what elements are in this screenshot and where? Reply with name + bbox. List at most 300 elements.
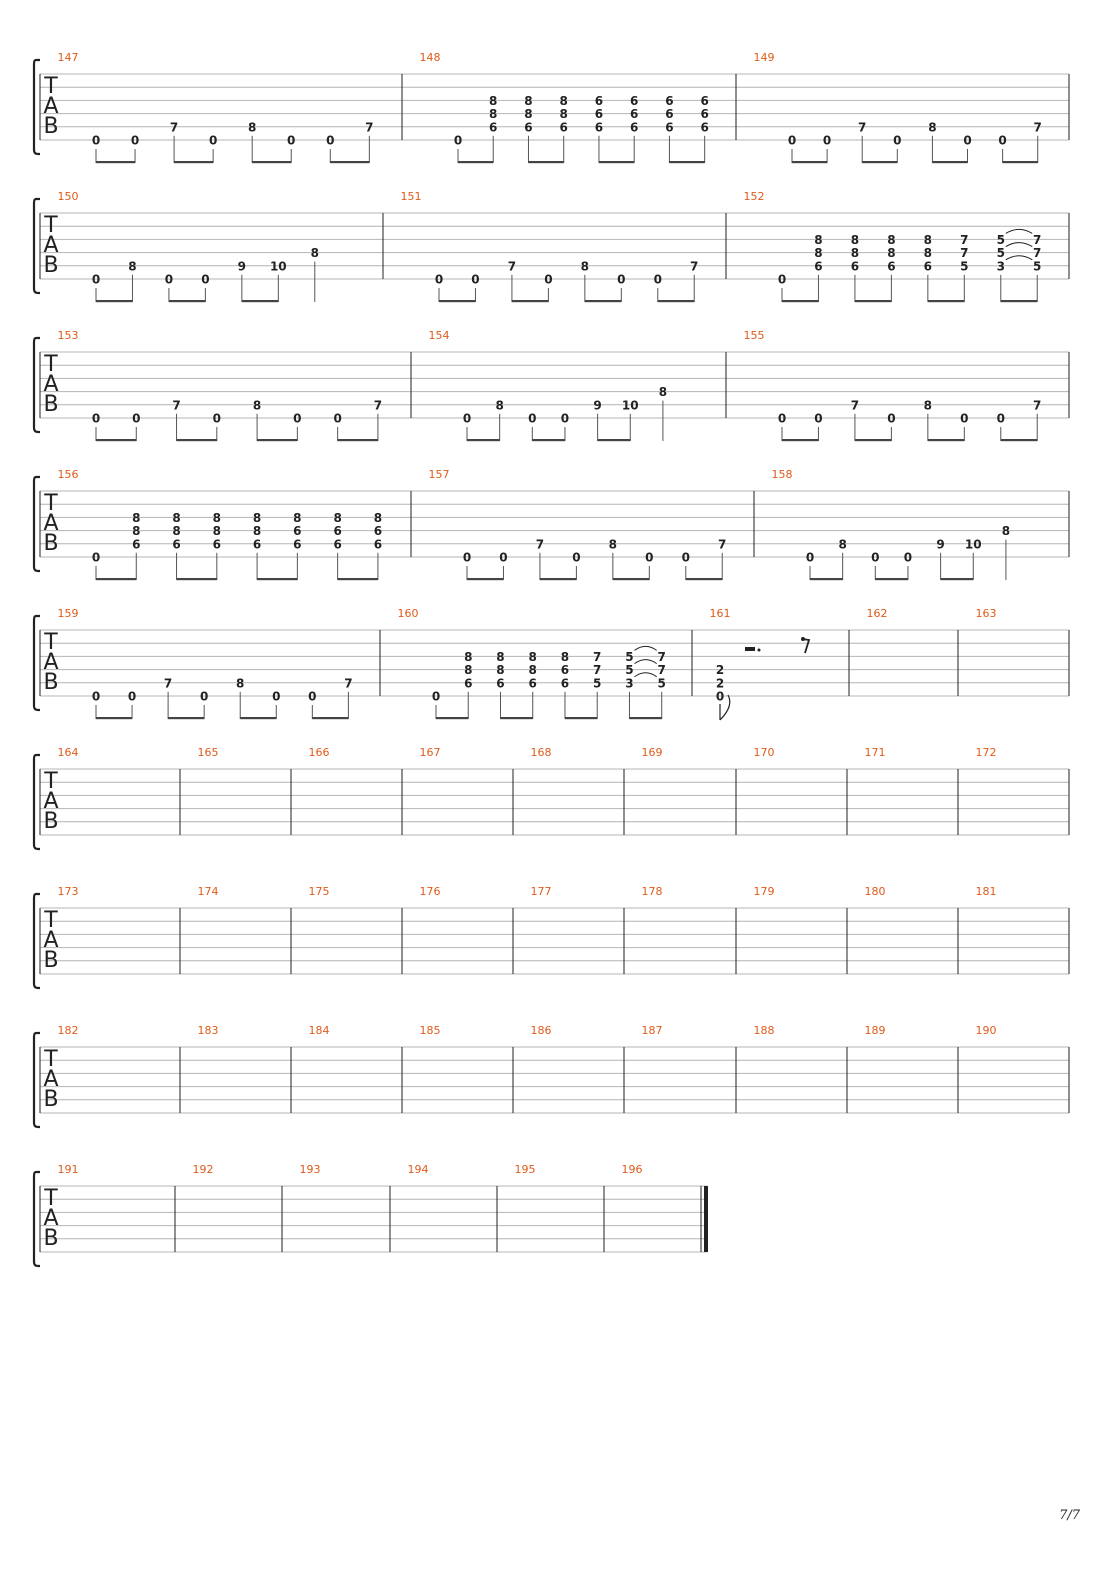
- note-beam: [599, 161, 634, 163]
- measure-number: 158: [771, 468, 793, 481]
- system-bracket: [34, 894, 40, 988]
- fret-number: 8: [128, 259, 137, 274]
- measure-number: 191: [57, 1163, 79, 1176]
- fret-number: 6: [700, 107, 709, 122]
- measure-number: 151: [400, 190, 422, 203]
- fret-number: 6: [665, 120, 674, 135]
- fret-number: 6: [665, 107, 674, 122]
- fret-number: 10: [269, 259, 287, 274]
- page-number: 7/7: [1059, 1508, 1080, 1523]
- note-beam: [467, 439, 500, 441]
- fret-number: 0: [572, 550, 581, 565]
- fret-number: 0: [127, 689, 137, 704]
- fret-number: 0: [91, 133, 101, 148]
- fret-number: 0: [462, 550, 472, 565]
- system-bracket: [34, 1033, 40, 1127]
- fret-number: 0: [681, 550, 690, 565]
- fret-number: 8: [1001, 524, 1011, 539]
- fret-number: 6: [923, 259, 933, 274]
- note-beam: [875, 578, 908, 580]
- fret-number: 0: [787, 133, 797, 148]
- slur: [1006, 229, 1032, 233]
- measure-number: 176: [419, 885, 441, 898]
- fret-number: 0: [201, 272, 210, 287]
- fret-number: 0: [715, 689, 725, 704]
- tab-clef-letter: B: [43, 1087, 59, 1112]
- measure-number: 174: [197, 885, 219, 898]
- fret-number: 8: [236, 676, 245, 691]
- fret-number: 0: [453, 133, 463, 148]
- note-beam: [792, 161, 827, 163]
- note-beam: [855, 300, 891, 302]
- measure-number: 180: [864, 885, 886, 898]
- fret-number: 0: [471, 272, 480, 287]
- note-beam: [855, 439, 891, 441]
- fret-number: 5: [996, 232, 1005, 247]
- rest-dot: [758, 649, 761, 652]
- note-beam: [96, 578, 136, 580]
- fret-number: 8: [928, 120, 937, 135]
- tab-system: [34, 190, 1069, 302]
- fret-number: 7: [507, 259, 517, 274]
- fret-number: 7: [1033, 232, 1042, 247]
- fret-number: 9: [593, 398, 602, 413]
- measure-number: 173: [57, 885, 79, 898]
- note-beam: [932, 161, 967, 163]
- tab-clef-letter: B: [43, 253, 59, 278]
- fret-number: 2: [715, 676, 725, 691]
- fret-number: 8: [528, 663, 537, 678]
- tab-clef-letter: B: [43, 531, 59, 556]
- fret-number: 10: [621, 398, 639, 413]
- fret-number: 0: [887, 411, 896, 426]
- tab-clef-letter: A: [43, 650, 59, 675]
- measure-number: 154: [428, 329, 450, 342]
- measure-number: 175: [308, 885, 330, 898]
- fret-number: 6: [560, 663, 570, 678]
- note-beam: [312, 717, 348, 719]
- system-bracket: [34, 199, 40, 293]
- measure-number: 188: [753, 1024, 775, 1037]
- fret-number: 8: [850, 232, 860, 247]
- measure-number: 153: [57, 329, 79, 342]
- tab-clef-letter: B: [43, 1226, 59, 1251]
- fret-number: 6: [850, 259, 860, 274]
- fret-number: 6: [630, 120, 639, 135]
- measure-number: 161: [709, 607, 731, 620]
- measure-number: 170: [753, 746, 775, 759]
- fret-number: 7: [858, 120, 867, 135]
- fret-number: 0: [499, 550, 508, 565]
- measure-number: 194: [407, 1163, 429, 1176]
- slur: [634, 660, 656, 664]
- fret-number: 0: [805, 550, 815, 565]
- fret-number: 7: [850, 398, 860, 413]
- fret-number: 7: [535, 537, 545, 552]
- slur: [1006, 243, 1032, 247]
- measure-number: 182: [57, 1024, 79, 1037]
- fret-number: 0: [462, 411, 472, 426]
- tab-clef-letter: T: [44, 1047, 58, 1072]
- fret-number: 0: [91, 550, 101, 565]
- fret-number: 0: [132, 411, 141, 426]
- fret-number: 6: [333, 537, 342, 552]
- fret-number: 0: [777, 411, 787, 426]
- note-beam: [96, 439, 136, 441]
- fret-number: 8: [560, 649, 570, 664]
- tab-clef-letter: B: [43, 809, 59, 834]
- fret-number: 8: [608, 537, 618, 552]
- fret-number: 0: [333, 411, 342, 426]
- tab-system: [34, 1024, 1069, 1127]
- fret-number: 7: [657, 649, 666, 664]
- fret-number: 6: [560, 676, 570, 691]
- fret-number: 8: [212, 510, 221, 525]
- fret-number: 0: [544, 272, 553, 287]
- fret-number: 6: [594, 120, 604, 135]
- fret-number: 0: [272, 689, 281, 704]
- note-beam: [500, 717, 532, 719]
- fret-number: 0: [91, 272, 101, 287]
- measure-number: 164: [57, 746, 79, 759]
- fret-number: 8: [923, 232, 933, 247]
- tab-clef-letter: T: [44, 491, 58, 516]
- fret-number: 7: [169, 120, 179, 135]
- fret-number: 6: [524, 120, 533, 135]
- note-beam: [257, 578, 297, 580]
- tab-clef-letter: A: [43, 94, 59, 119]
- note-beam: [810, 578, 843, 580]
- fret-number: 8: [814, 232, 823, 247]
- fret-number: 6: [700, 93, 709, 108]
- fret-number: 6: [630, 107, 639, 122]
- fret-number: 6: [172, 537, 181, 552]
- fret-number: 7: [718, 537, 727, 552]
- fret-number: 10: [964, 537, 982, 552]
- tab-clef-letter: B: [43, 670, 59, 695]
- fret-number: 0: [963, 133, 972, 148]
- fret-number: 8: [559, 107, 568, 122]
- fret-number: 8: [252, 398, 262, 413]
- fret-number: 3: [625, 676, 634, 691]
- note-beam: [439, 300, 475, 302]
- fret-number: 0: [91, 689, 101, 704]
- fret-number: 8: [814, 246, 823, 261]
- measure-number: 167: [419, 746, 441, 759]
- note-beam: [532, 439, 565, 441]
- note-beam: [242, 300, 278, 302]
- fret-number: 7: [657, 663, 666, 678]
- tab-clef-letter: A: [43, 1206, 59, 1231]
- fret-number: 7: [1033, 398, 1042, 413]
- fret-number: 6: [594, 93, 604, 108]
- tab-clef-letter: A: [43, 789, 59, 814]
- fret-number: 8: [489, 93, 498, 108]
- fret-number: 0: [287, 133, 296, 148]
- fret-number: 6: [293, 524, 302, 539]
- measure-number: 184: [308, 1024, 330, 1037]
- tab-clef-letter: T: [44, 630, 58, 655]
- tab-clef-letter: A: [43, 233, 59, 258]
- system-bracket: [34, 1172, 40, 1266]
- fret-number: 7: [365, 120, 374, 135]
- slur: [634, 646, 656, 650]
- note-beam: [168, 717, 204, 719]
- measure-number: 190: [975, 1024, 997, 1037]
- fret-number: 0: [822, 133, 832, 148]
- fret-number: 5: [1033, 259, 1042, 274]
- measure-number: 187: [641, 1024, 663, 1037]
- fret-number: 0: [164, 272, 174, 287]
- fret-number: 6: [252, 537, 262, 552]
- fret-number: 6: [559, 120, 568, 135]
- tab-system: [34, 885, 1069, 988]
- tab-system: [34, 1163, 708, 1266]
- fret-number: 0: [91, 411, 101, 426]
- measure-number: 152: [743, 190, 765, 203]
- fret-number: 7: [593, 649, 602, 664]
- fret-number: 0: [871, 550, 880, 565]
- fret-number: 8: [850, 246, 860, 261]
- note-beam: [257, 439, 297, 441]
- fret-number: 0: [293, 411, 302, 426]
- fret-number: 0: [814, 411, 823, 426]
- note-beam: [1001, 439, 1037, 441]
- fret-number: 8: [887, 246, 896, 261]
- note-beam: [177, 578, 217, 580]
- note-beam: [96, 300, 132, 302]
- note-beam: [330, 161, 369, 163]
- fret-number: 8: [489, 107, 498, 122]
- note-beam: [458, 161, 493, 163]
- fret-number: 6: [528, 676, 537, 691]
- measure-number: 148: [419, 51, 441, 64]
- fret-number: 0: [208, 133, 218, 148]
- fret-number: 7: [593, 663, 602, 678]
- tab-system: [34, 329, 1069, 441]
- measure-number: 183: [197, 1024, 219, 1037]
- fret-number: 7: [172, 398, 181, 413]
- system-bracket: [34, 60, 40, 154]
- fret-number: 7: [960, 232, 969, 247]
- tab-system: [34, 607, 1069, 720]
- fret-number: 7: [344, 676, 353, 691]
- fret-number: 0: [903, 550, 913, 565]
- fret-number: 6: [496, 676, 505, 691]
- fret-number: 7: [373, 398, 383, 413]
- fret-number: 8: [252, 510, 262, 525]
- measure-number: 195: [514, 1163, 536, 1176]
- fret-number: 0: [212, 411, 221, 426]
- fret-number: 8: [333, 510, 342, 525]
- fret-number: 8: [172, 510, 181, 525]
- fret-number: 8: [172, 524, 181, 539]
- note-beam: [169, 300, 205, 302]
- note-beam: [528, 161, 563, 163]
- fret-number: 0: [645, 550, 654, 565]
- measure-number: 171: [864, 746, 886, 759]
- final-barline: [704, 1186, 708, 1252]
- fret-number: 8: [252, 524, 262, 539]
- note-beam: [862, 161, 897, 163]
- note-beam: [1003, 161, 1038, 163]
- fret-number: 6: [700, 120, 709, 135]
- fret-number: 0: [653, 272, 662, 287]
- fret-number: 5: [625, 663, 634, 678]
- tab-clef-letter: B: [43, 392, 59, 417]
- measure-number: 155: [743, 329, 765, 342]
- tab-clef-letter: B: [43, 114, 59, 139]
- fret-number: 8: [132, 524, 141, 539]
- slur: [634, 673, 656, 677]
- measure-number: 169: [641, 746, 663, 759]
- tab-clef-letter: A: [43, 928, 59, 953]
- measure-number: 189: [864, 1024, 886, 1037]
- tab-clef-letter: T: [44, 74, 58, 99]
- fret-number: 0: [434, 272, 444, 287]
- note-beam: [174, 161, 213, 163]
- fret-number: 0: [308, 689, 317, 704]
- measure-number: 168: [530, 746, 552, 759]
- system-bracket: [34, 616, 40, 710]
- tab-clef-letter: A: [43, 1067, 59, 1092]
- fret-number: 8: [528, 649, 537, 664]
- fret-number: 6: [333, 524, 342, 539]
- note-beam: [96, 717, 132, 719]
- fret-number: 9: [237, 259, 247, 274]
- measure-number: 178: [641, 885, 663, 898]
- measure-number: 147: [57, 51, 79, 64]
- measure-number: 163: [975, 607, 997, 620]
- tab-clef-letter: T: [44, 213, 58, 238]
- fret-number: 0: [528, 411, 537, 426]
- fret-number: 5: [960, 259, 969, 274]
- measure-number: 192: [192, 1163, 214, 1176]
- fret-number: 8: [464, 663, 473, 678]
- eighth-rest: [802, 639, 809, 653]
- note-beam: [669, 161, 704, 163]
- note-beam: [338, 439, 378, 441]
- measure-number: 149: [753, 51, 775, 64]
- tab-system: [34, 51, 1069, 163]
- tab-clef-letter: T: [44, 769, 58, 794]
- tab-system: [34, 468, 1069, 580]
- measure-number: 160: [397, 607, 419, 620]
- note-beam: [686, 578, 722, 580]
- note-beam: [598, 439, 631, 441]
- fret-number: 0: [996, 411, 1005, 426]
- fret-number: 0: [326, 133, 335, 148]
- measure-number: 165: [197, 746, 219, 759]
- measure-number: 193: [299, 1163, 321, 1176]
- note-beam: [658, 300, 694, 302]
- fret-number: 6: [489, 120, 498, 135]
- fret-number: 7: [690, 259, 699, 274]
- measure-number: 172: [975, 746, 997, 759]
- fret-number: 8: [923, 398, 933, 413]
- measure-number: 186: [530, 1024, 552, 1037]
- fret-number: 6: [814, 259, 823, 274]
- fret-number: 6: [464, 676, 473, 691]
- tab-clef-letter: T: [44, 1186, 58, 1211]
- fret-number: 6: [594, 107, 604, 122]
- half-rest: [745, 647, 755, 651]
- note-beam: [565, 717, 597, 719]
- measure-number: 159: [57, 607, 79, 620]
- fret-number: 8: [212, 524, 221, 539]
- fret-number: 9: [936, 537, 945, 552]
- fret-number: 0: [431, 689, 441, 704]
- fret-number: 8: [496, 649, 505, 664]
- fret-number: 5: [996, 246, 1005, 261]
- system-bracket: [34, 477, 40, 571]
- fret-number: 6: [293, 537, 302, 552]
- fret-number: 8: [524, 93, 533, 108]
- fret-number: 0: [998, 133, 1007, 148]
- fret-number: 8: [658, 385, 668, 400]
- note-beam: [782, 300, 818, 302]
- fret-number: 6: [212, 537, 221, 552]
- tab-system: [34, 746, 1069, 849]
- measure-number: 157: [428, 468, 450, 481]
- fret-number: 6: [132, 537, 141, 552]
- fret-number: 6: [373, 537, 383, 552]
- fret-number: 0: [560, 411, 570, 426]
- tab-clef-letter: B: [43, 948, 59, 973]
- fret-number: 8: [310, 246, 319, 261]
- note-beam: [928, 439, 964, 441]
- fret-number: 6: [887, 259, 896, 274]
- note-beam: [338, 578, 378, 580]
- fret-number: 8: [293, 510, 302, 525]
- measure-number: 162: [866, 607, 888, 620]
- measure-number: 181: [975, 885, 997, 898]
- fret-number: 8: [887, 232, 896, 247]
- fret-number: 8: [132, 510, 141, 525]
- fret-number: 7: [1033, 246, 1042, 261]
- fret-number: 5: [593, 676, 602, 691]
- fret-number: 8: [373, 510, 383, 525]
- note-beam: [467, 578, 503, 580]
- note-beam: [177, 439, 217, 441]
- fret-number: 8: [559, 93, 568, 108]
- fret-number: 0: [893, 133, 902, 148]
- fret-number: 7: [960, 246, 969, 261]
- fret-number: 8: [495, 398, 504, 413]
- fret-number: 8: [464, 649, 473, 664]
- system-bracket: [34, 755, 40, 849]
- fret-number: 0: [960, 411, 969, 426]
- note-beam: [436, 717, 468, 719]
- measure-number: 185: [419, 1024, 441, 1037]
- fret-number: 5: [657, 676, 666, 691]
- fret-number: 8: [524, 107, 533, 122]
- slur: [1006, 256, 1032, 260]
- fret-number: 5: [625, 649, 634, 664]
- fret-number: 3: [996, 259, 1005, 274]
- fret-number: 8: [496, 663, 505, 678]
- note-beam: [96, 161, 135, 163]
- note-beam: [512, 300, 548, 302]
- fret-number: 6: [665, 93, 674, 108]
- note-beam: [240, 717, 276, 719]
- tab-clef-letter: A: [43, 511, 59, 536]
- fret-number: 6: [373, 524, 383, 539]
- fret-number: 2: [715, 663, 725, 678]
- tab-clef-letter: T: [44, 352, 58, 377]
- measure-number: 156: [57, 468, 79, 481]
- fret-number: 0: [130, 133, 140, 148]
